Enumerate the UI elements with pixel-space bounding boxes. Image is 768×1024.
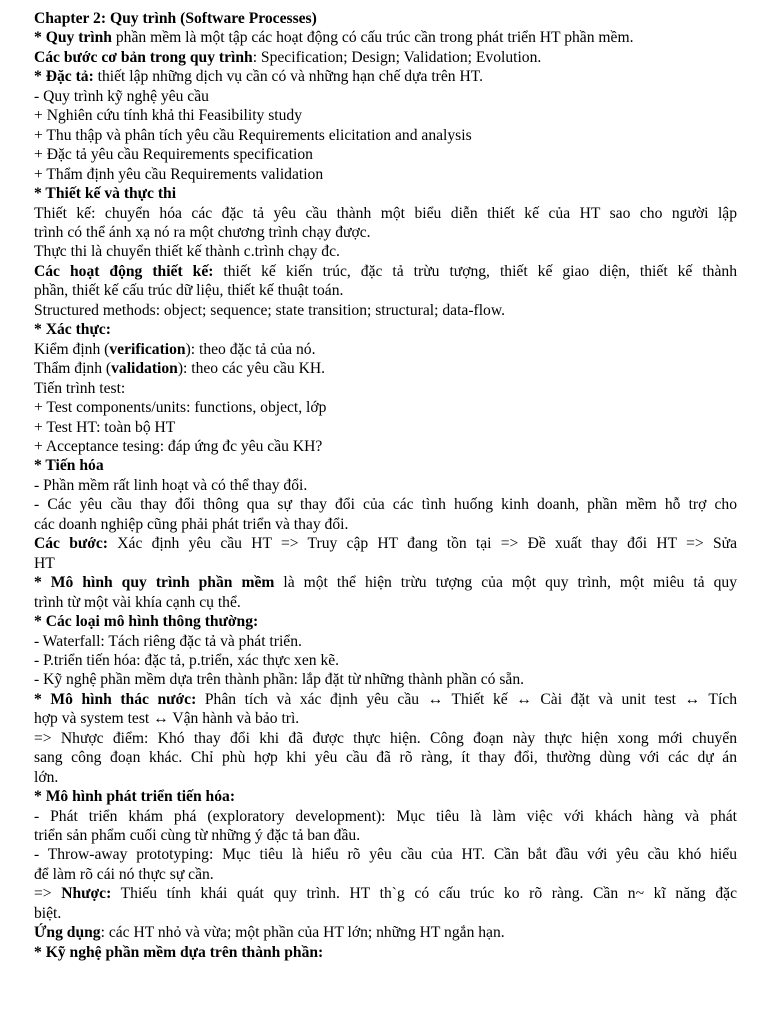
text-line: triển sản phẩm cuối cùng từ những ý đặc tả ban đầu.	[34, 827, 361, 845]
section-heading: * Kỹ nghệ phần mềm dựa trên thành phần:	[34, 943, 324, 961]
section-heading: * Tiến hóa	[34, 457, 104, 475]
text-line: + Nghiên cứu tính khả thi Feasibility study	[34, 107, 303, 125]
text-line: Các bước: Xác định yêu cầu HT => Truy cập HT đang tồn tại => Đề xuất thay đổi HT => Sửa	[34, 535, 737, 553]
section-heading: * Thiết kế và thực thi	[34, 185, 177, 203]
text-line: + Thu thập và phân tích yêu cầu Requirements elicitation and analysis	[34, 126, 472, 144]
text-line: lớn.	[34, 768, 59, 786]
text-line: - Phần mềm rất linh hoạt và có thể thay đổi.	[34, 476, 308, 494]
chapter-title: Chapter 2: Quy trình (Software Processes)	[34, 10, 317, 27]
text-line: Thực thi là chuyển thiết kế thành c.trình chạy đc.	[34, 243, 340, 261]
text-line: biệt.	[34, 904, 62, 922]
text-line: => Nhược: Thiếu tính khái quát quy trình. HT th`g có cấu trúc ko rõ ràng. Cần n~ kĩ năng đặc	[34, 885, 737, 903]
text-line: phần, thiết kế cấu trúc dữ liệu, thiết kế thuật toán.	[34, 282, 344, 300]
text-line: các doanh nghiệp cũng phải phát triển và thay đổi.	[34, 515, 349, 533]
text-line: trình từ một vài khía cạnh cụ thể.	[34, 593, 241, 611]
text-line: + Acceptance tesing: đáp ứng đc yêu cầu KH?	[34, 437, 323, 455]
text-line: + Test HT: toàn bộ HT	[34, 418, 176, 436]
text-line: Structured methods: object; sequence; state transition; structural; data-flow.	[34, 301, 505, 319]
text-line: Các hoạt động thiết kế: thiết kế kiến trúc, đặc tả trừu tượng, thiết kế giao diện, thiết kế thành	[34, 262, 737, 280]
section-heading: * Xác thực:	[34, 321, 111, 339]
section-heading: * Các loại mô hình thông thường:	[34, 613, 259, 631]
text-line: - Waterfall: Tách riêng đặc tả và phát triển.	[34, 632, 302, 650]
text-line: Tiến trình test:	[34, 379, 126, 397]
text-line: * Mô hình thác nước: Phân tích và xác định yêu cầu ↔ Thiết kế ↔ Cài đặt và unit test ↔ Tích	[34, 690, 737, 708]
text-line: Ứng dụng: các HT nhỏ và vừa; một phần của HT lớn; những HT ngắn hạn.	[34, 924, 505, 942]
text-line: sang công đoạn khác. Chỉ phù hợp khi yêu cầu đã rõ ràng, ít thay đổi, thường dùng với các dự án	[34, 749, 737, 767]
text-line: + Thẩm định yêu cầu Requirements validation	[34, 165, 324, 183]
text-line: Các bước cơ bản trong quy trình: Specification; Design; Validation; Evolution.	[34, 48, 542, 66]
text-line: - P.triển tiến hóa: đặc tả, p.triển, xác thực xen kẽ.	[34, 651, 340, 669]
text-line: trình có thể ánh xạ nó ra một chương trình chạy được.	[34, 223, 371, 241]
text-line: => Nhược điểm: Khó thay đổi khi đã được thực hiện. Công đoạn này thực hiện xong mới chuyển	[34, 729, 737, 747]
text-line: - Các yêu cầu thay đổi thông qua sự thay đổi của các tình huống kinh doanh, phần mềm hỗ trợ cho	[34, 496, 737, 514]
text-line: Kiểm định (verification): theo đặc tả của nó.	[34, 340, 316, 358]
text-line: + Đặc tả yêu cầu Requirements specification	[34, 146, 313, 164]
text-line: để làm rõ cái nó thực sự cần.	[34, 865, 214, 883]
text-line: HT	[34, 554, 55, 572]
text-line: - Quy trình kỹ nghệ yêu cầu	[34, 87, 209, 105]
text-line: * Quy trình phần mềm là một tập các hoạt động có cấu trúc cần trong phát triển HT phần mềm.	[34, 29, 634, 47]
text-line: + Test components/units: functions, object, lớp	[34, 399, 327, 417]
text-line: hợp và system test ↔ Vận hành và bảo trì.	[34, 710, 300, 728]
text-line: - Phát triển khám phá (exploratory development): Mục tiêu là làm việc với khách hàng và phát	[34, 807, 737, 825]
text-line: - Kỹ nghệ phần mềm dựa trên thành phần: lắp đặt từ những thành phần có sẵn.	[34, 671, 525, 689]
text-line: Thiết kế: chuyển hóa các đặc tả yêu cầu thành một biểu diễn thiết kế của HT sao cho người lập	[34, 204, 737, 222]
text-line: * Mô hình quy trình phần mềm là một thể hiện trừu tượng của một quy trình, một miêu tả quy	[34, 574, 737, 592]
text-line: Thẩm định (validation): theo các yêu cầu KH.	[34, 360, 326, 378]
text-line: - Throw-away prototyping: Mục tiêu là hiểu rõ yêu cầu của HT. Cần bắt đầu với yêu cầu khó hiểu	[34, 846, 737, 864]
section-heading: * Mô hình phát triển tiến hóa:	[34, 788, 236, 806]
text-line: * Đặc tả: thiết lập những dịch vụ cần có và những hạn chế dựa trên HT.	[34, 68, 483, 86]
